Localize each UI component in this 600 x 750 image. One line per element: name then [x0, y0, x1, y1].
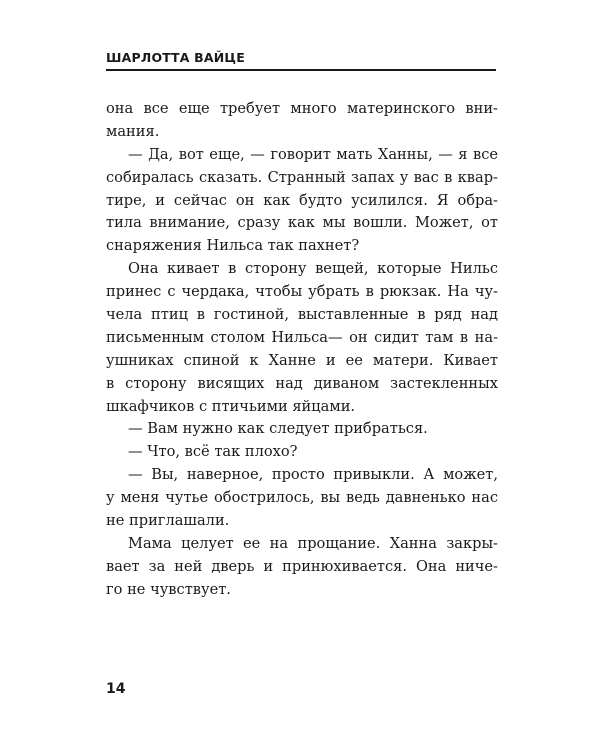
body-text — [106, 98, 498, 602]
text-line: чела птиц в гостиной, выставленные в ряд над — [106, 306, 498, 324]
text-line: мания. — [106, 122, 160, 140]
text-line: — Вы, наверное, просто привыкли. А может, — [128, 466, 498, 484]
text-line: снаряжения Нильса так пахнет? — [106, 237, 360, 255]
text-line: — Вам нужно как следует прибраться. — [128, 420, 428, 438]
text-line: — Да, вот еще, — говорит мать Ханны, — я все — [128, 145, 498, 163]
text-line: письменным столом Нильса— он сидит там в на- — [106, 328, 498, 346]
text-line: тире, и сейчас он как будто усилился. Я обра- — [106, 191, 498, 209]
text-line: не приглашали. — [106, 512, 230, 530]
text-line: Мама целует ее на прощание. Ханна закры- — [128, 534, 498, 552]
text-line: вает за ней дверь и принюхивается. Она ниче- — [106, 557, 498, 575]
text-line: шкафчиков с птичьими яйцами. — [106, 397, 356, 415]
page-number: 14 — [106, 681, 126, 697]
text-line: в сторону висящих над диваном застекленных — [106, 374, 498, 392]
text-line: тила внимание, сразу как мы вошли. Может, от — [106, 214, 498, 232]
running-header-author: ШАРЛОТТА ВАЙЦЕ — [106, 50, 245, 65]
text-line: у меня чутье обострилось, вы ведь давненько нас — [106, 489, 498, 507]
header-rule — [106, 69, 496, 71]
text-line: Она кивает в сторону вещей, которые Нильс — [128, 260, 498, 278]
text-line: она все еще требует много материнского вни- — [106, 100, 498, 117]
text-line: собиралась сказать. Странный запах у вас в квар- — [106, 168, 498, 186]
text-line: го не чувствует. — [106, 580, 231, 598]
text-line: — Что, всё так плохо? — [128, 443, 298, 461]
text-line: ушниках спиной к Ханне и ее матери. Кивает — [106, 351, 498, 369]
text-line: принес с чердака, чтобы убрать в рюкзак. На чу- — [106, 283, 498, 301]
